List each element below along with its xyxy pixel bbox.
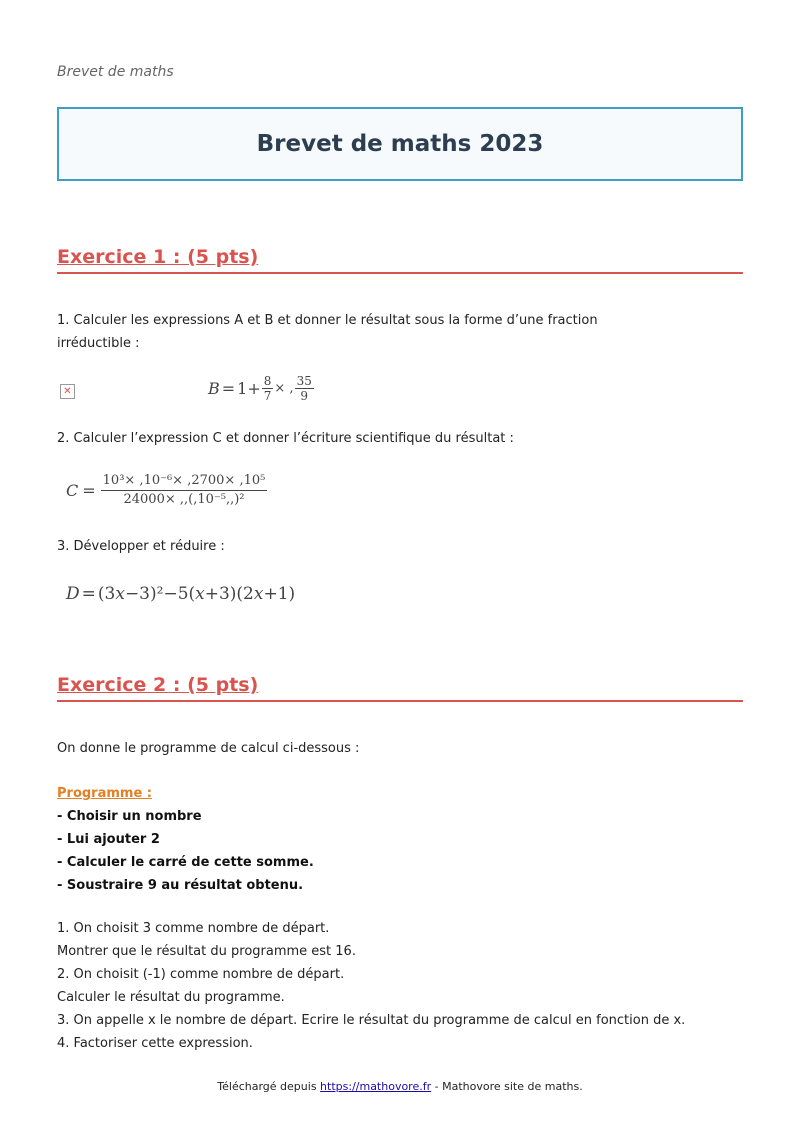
formula-d bbox=[66, 584, 295, 604]
formula-b-fraction-2 bbox=[295, 374, 314, 403]
question-line: 2. On choisit (-1) comme nombre de départ. bbox=[57, 967, 345, 982]
fraction-1-denominator: 7 bbox=[263, 389, 272, 403]
formula-d-part-1: (3 bbox=[97, 584, 116, 604]
fraction-2-numerator: 35 bbox=[296, 374, 312, 388]
exercise-2-heading bbox=[57, 674, 743, 702]
exercise-1-question-3: 3. Développer et réduire : bbox=[57, 539, 225, 554]
formula-b-times: × , bbox=[274, 381, 294, 396]
formula-c-fraction bbox=[101, 472, 268, 509]
program-step: - Calculer le carré de cette somme. bbox=[57, 855, 314, 870]
footer-suffix: - Mathovore site de maths. bbox=[431, 1080, 583, 1093]
question-line: 3. On appelle x le nombre de départ. Ecrire le résultat du programme de calcul en fonction de x. bbox=[57, 1013, 686, 1028]
exercise-2-questions bbox=[57, 917, 685, 1055]
running-head: Brevet de maths bbox=[57, 64, 174, 80]
formula-d-part-4: +1) bbox=[263, 584, 296, 604]
exercise-2-heading-text: Exercice 2 : (5 pts) bbox=[57, 674, 259, 696]
footer-link[interactable]: https://mathovore.fr bbox=[320, 1080, 432, 1093]
formula-c bbox=[66, 472, 268, 509]
question-line: Montrer que le résultat du programme est 16. bbox=[57, 944, 356, 959]
formula-d-eq: = bbox=[81, 584, 96, 604]
question-1-line-2: irréductible : bbox=[57, 336, 140, 351]
question-line: 1. On choisit 3 comme nombre de départ. bbox=[57, 921, 330, 936]
footer-prefix: Téléchargé depuis bbox=[217, 1080, 321, 1093]
title-box bbox=[57, 107, 743, 181]
formula-b bbox=[208, 374, 315, 403]
program-step: - Choisir un nombre bbox=[57, 809, 202, 824]
program-step: - Soustraire 9 au résultat obtenu. bbox=[57, 878, 304, 893]
formula-c-eq: = bbox=[82, 481, 96, 500]
formula-d-x-2: x bbox=[195, 584, 205, 604]
exercise-1-question-1 bbox=[57, 309, 598, 355]
formula-b-plus: + bbox=[247, 379, 261, 398]
question-1-line-1: 1. Calculer les expressions A et B et donner le résultat sous la forme d’une fraction bbox=[57, 313, 598, 328]
formula-d-x-1: x bbox=[115, 584, 125, 604]
formula-d-part-2: −3)²−5( bbox=[124, 584, 196, 604]
program-title: Programme : bbox=[57, 786, 152, 801]
formula-b-lhs: B bbox=[208, 379, 220, 398]
formula-d-x-3: x bbox=[253, 584, 264, 604]
formula-b-fraction-1 bbox=[262, 374, 274, 403]
program-block bbox=[57, 782, 314, 897]
formula-c-lhs: C bbox=[66, 481, 79, 500]
exercise-1-heading bbox=[57, 246, 743, 274]
footer bbox=[0, 1080, 800, 1093]
page-title: Brevet de maths 2023 bbox=[256, 131, 544, 157]
formula-b-eq: = bbox=[221, 379, 236, 398]
program-step: - Lui ajouter 2 bbox=[57, 832, 160, 847]
formula-b-one: 1 bbox=[237, 379, 248, 398]
formula-d-part-3: +3)(2 bbox=[204, 584, 254, 604]
question-line: 4. Factoriser cette expression. bbox=[57, 1036, 253, 1051]
fraction-2-denominator: 9 bbox=[300, 389, 309, 403]
exercise-2-intro: On donne le programme de calcul ci-dessous : bbox=[57, 741, 360, 756]
exercise-1-question-2: 2. Calculer l’expression C et donner l’écriture scientifique du résultat : bbox=[57, 431, 514, 446]
broken-image-icon: ✕ bbox=[60, 384, 75, 399]
formula-d-lhs: D bbox=[66, 584, 80, 604]
formula-c-numerator: 10³× ,10⁻⁶× ,2700× ,10⁵ bbox=[101, 472, 268, 491]
formula-c-denominator: 24000× ,,(,10⁻⁵,,)² bbox=[123, 492, 245, 507]
fraction-1-numerator: 8 bbox=[263, 374, 272, 388]
question-line: Calculer le résultat du programme. bbox=[57, 990, 285, 1005]
exercise-1-heading-text: Exercice 1 : (5 pts) bbox=[57, 246, 259, 268]
